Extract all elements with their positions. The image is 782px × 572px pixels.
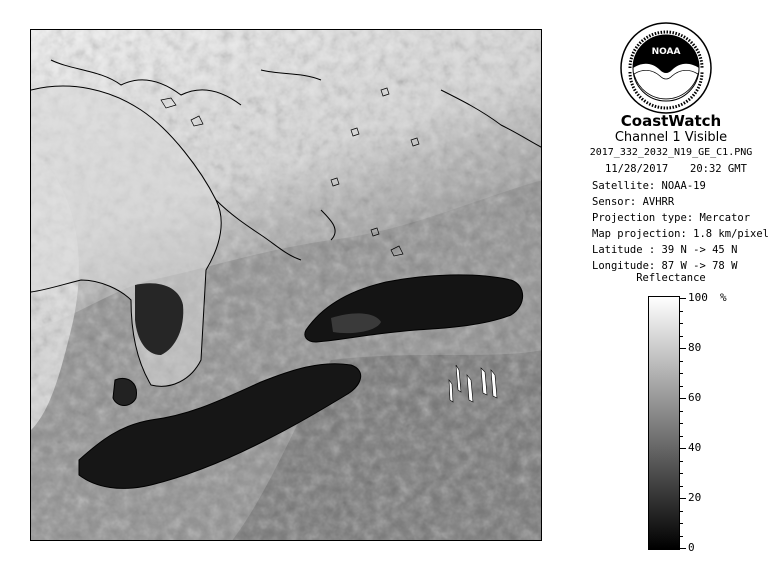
product-title: CoastWatch: [620, 112, 722, 130]
colorbar-unit: %: [720, 291, 727, 304]
colorbar-minor-tick: [680, 523, 683, 524]
satellite-label: Satellite: NOAA-19: [592, 180, 706, 192]
colorbar-minor-tick: [680, 311, 683, 312]
colorbar-tick-label: 0: [688, 541, 695, 554]
colorbar-minor-tick: [680, 461, 683, 462]
colorbar-minor-tick: [680, 473, 683, 474]
colorbar-tick-label: 60: [688, 391, 702, 404]
date-label: 11/28/2017: [605, 163, 669, 175]
info-panel: [560, 0, 782, 572]
projection-type-label: Projection type: Mercator: [592, 212, 751, 224]
colorbar-minor-tick: [680, 361, 683, 362]
colorbar-minor-tick: [680, 511, 683, 512]
colorbar-minor-tick: [680, 548, 683, 549]
longitude-label: Longitude: 87 W -> 78 W: [592, 260, 738, 272]
colorbar-minor-tick: [680, 323, 683, 324]
colorbar-minor-tick: [680, 298, 683, 299]
colorbar-tick-label: 20: [688, 491, 702, 504]
colorbar-tick-label: 100: [688, 291, 708, 304]
sensor-label: Sensor: AVHRR: [592, 196, 675, 208]
colorbar-minor-tick: [680, 486, 683, 487]
noaa-logo: [620, 22, 712, 114]
colorbar-minor-tick: [680, 398, 683, 399]
map-projection-label: Map projection: 1.8 km/pixel: [592, 228, 770, 240]
latitude-label: Latitude : 39 N -> 45 N: [592, 244, 738, 256]
filename-label: 2017_332_2032_N19_GE_C1.PNG: [589, 147, 753, 158]
colorbar-minor-tick: [680, 386, 683, 387]
colorbar-title: Reflectance: [636, 272, 706, 284]
satellite-image: [30, 29, 542, 541]
time-label: 20:32 GMT: [690, 163, 747, 175]
colorbar: [648, 296, 680, 550]
colorbar-minor-tick: [680, 498, 683, 499]
colorbar-minor-tick: [680, 448, 683, 449]
colorbar-minor-tick: [680, 411, 683, 412]
colorbar-minor-tick: [680, 373, 683, 374]
colorbar-minor-tick: [680, 348, 683, 349]
colorbar-tick-label: 80: [688, 341, 702, 354]
colorbar-minor-tick: [680, 436, 683, 437]
colorbar-tick-label: 40: [688, 441, 702, 454]
map-svg: [31, 30, 542, 541]
colorbar-minor-tick: [680, 423, 683, 424]
colorbar-minor-tick: [680, 536, 683, 537]
logo-text: NOAA: [651, 47, 681, 57]
colorbar-minor-tick: [680, 336, 683, 337]
channel-label: Channel 1 Visible: [614, 130, 728, 145]
